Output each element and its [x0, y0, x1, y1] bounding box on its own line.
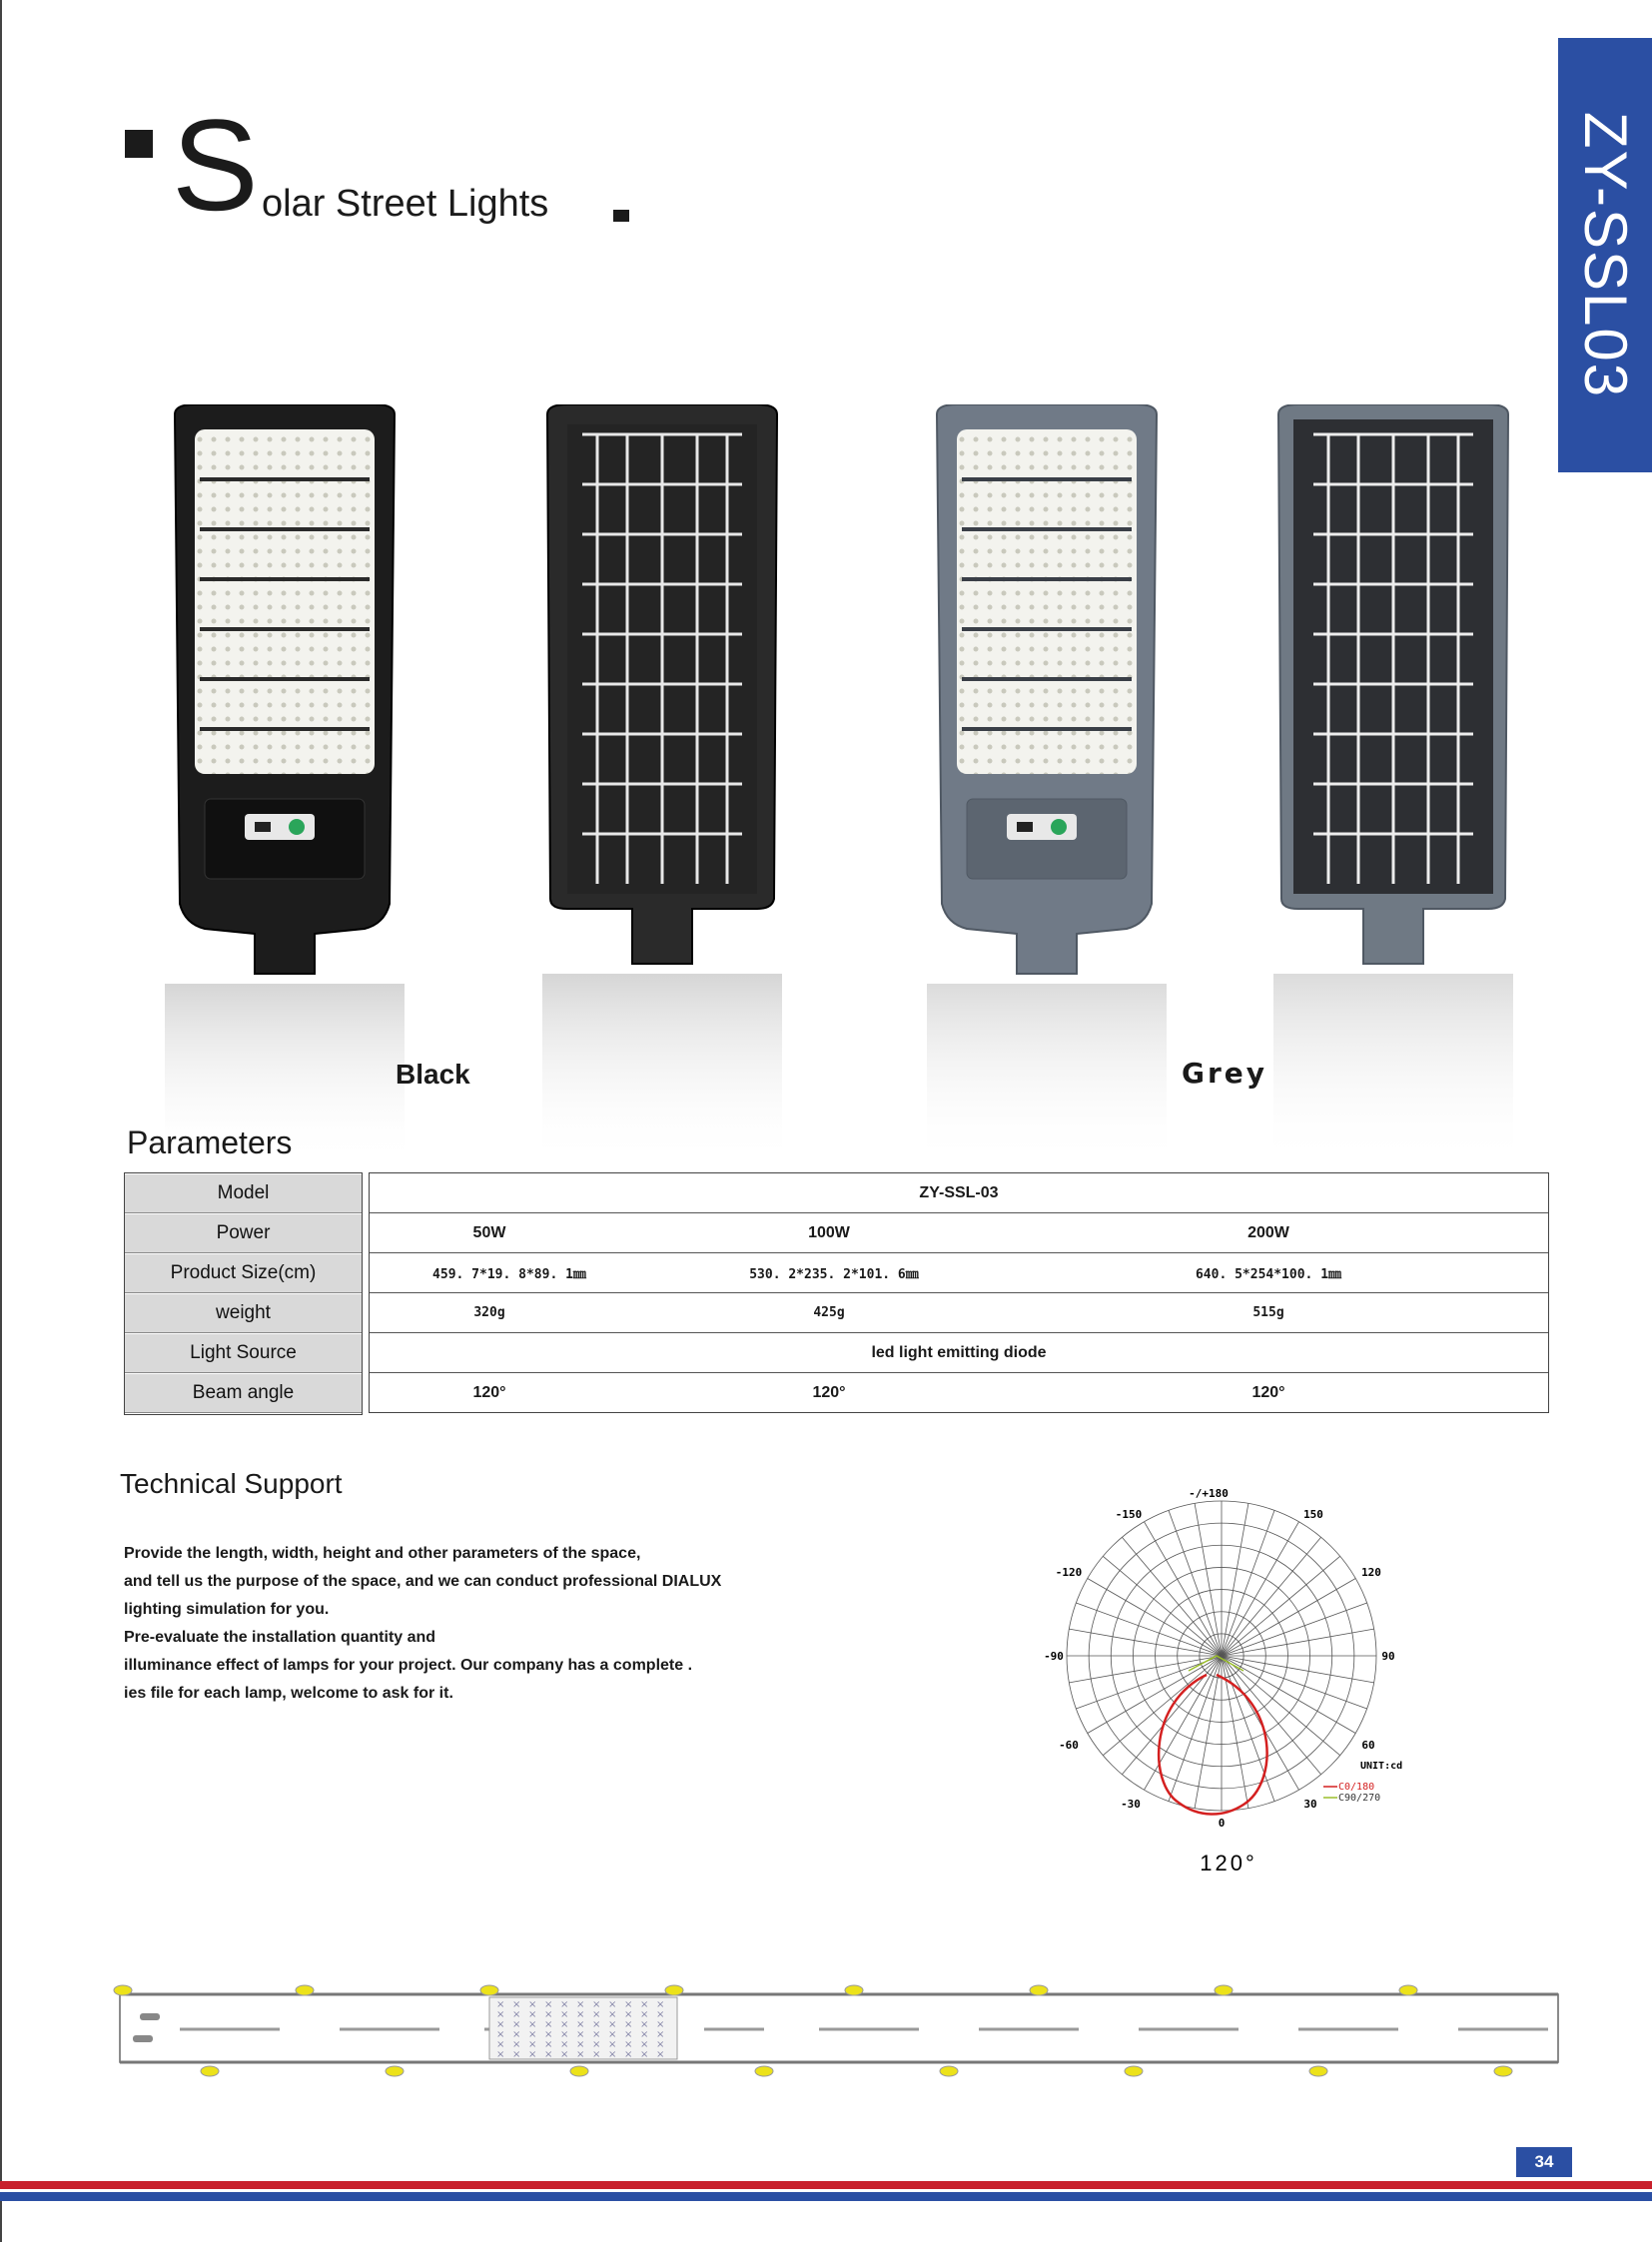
model-tab-text: ZY-SSL03 — [1572, 111, 1640, 399]
beam-angle-caption: 120° — [1200, 1851, 1257, 1875]
page-title: olar Street Lights — [262, 183, 549, 225]
title-square-icon — [125, 130, 153, 158]
calc-point: × — [512, 2009, 521, 2020]
calc-point: × — [656, 2019, 665, 2030]
calc-point: × — [544, 2029, 553, 2040]
calc-point: × — [528, 2009, 537, 2020]
calc-point: × — [608, 2049, 617, 2060]
parameter-values-table — [369, 1172, 1549, 1413]
param-label-model: Model — [125, 1174, 362, 1213]
calc-point: × — [496, 2039, 505, 2050]
calc-point: × — [656, 2049, 665, 2060]
value-beam-3: 120° — [1251, 1383, 1285, 1401]
calc-point: × — [624, 2029, 633, 2040]
tech-line: and tell us the purpose of the space, and we can conduct professional DIALUX — [124, 1573, 722, 1590]
calc-point: × — [656, 2029, 665, 2040]
calc-point: × — [592, 2039, 601, 2050]
angle-label-150: 150 — [1303, 1508, 1323, 1521]
calc-point: × — [608, 2009, 617, 2020]
legend-c90: C90/270 — [1338, 1793, 1381, 1804]
calc-point: × — [560, 2019, 569, 2030]
calc-point: × — [624, 2049, 633, 2060]
calc-point: × — [560, 2009, 569, 2020]
calc-point: × — [528, 1999, 537, 2010]
table-row — [370, 1333, 1548, 1373]
calc-point: × — [576, 2019, 585, 2030]
param-label-size: Product Size(cm) — [125, 1254, 362, 1293]
tech-line: illuminance effect of lamps for your project. Our company has a complete . — [124, 1657, 693, 1674]
legend-c0: C0/180 — [1338, 1782, 1375, 1793]
calc-point: × — [576, 2029, 585, 2040]
calc-point: × — [512, 2029, 521, 2040]
calc-point: × — [544, 2049, 553, 2060]
value-power-3: 200W — [1247, 1223, 1289, 1241]
unit-label: UNIT:cd — [1360, 1761, 1403, 1772]
calc-point: × — [640, 2009, 649, 2020]
param-label-weight: weight — [125, 1294, 362, 1333]
calc-point: × — [576, 1999, 585, 2010]
angle-label-m60: -60 — [1059, 1739, 1079, 1752]
calc-point: × — [624, 2039, 633, 2050]
calc-point: × — [544, 1999, 553, 2010]
calc-point: × — [592, 2029, 601, 2040]
param-label-light-source: Light Source — [125, 1334, 362, 1373]
calc-point: × — [592, 2009, 601, 2020]
calc-point: × — [560, 2029, 569, 2040]
calc-point: × — [640, 1999, 649, 2010]
calc-point: × — [528, 2049, 537, 2060]
calc-point: × — [544, 2009, 553, 2020]
calc-point: × — [528, 2029, 537, 2040]
calc-point: × — [496, 2019, 505, 2030]
value-model: ZY-SSL-03 — [919, 1183, 999, 1201]
calc-point: × — [512, 2019, 521, 2030]
calc-point: × — [592, 2049, 601, 2060]
lamp-black-back-image — [542, 404, 782, 1163]
table-row — [370, 1213, 1548, 1253]
tech-line: Provide the length, width, height and other parameters of the space, — [124, 1545, 641, 1562]
calc-point: × — [608, 2039, 617, 2050]
table-row — [370, 1293, 1548, 1333]
variant-label-black: Black — [396, 1059, 470, 1090]
calc-point: × — [640, 2029, 649, 2040]
lamp-black-front-image — [165, 404, 405, 1163]
angle-label-top: -/+180 — [1189, 1487, 1229, 1500]
angle-label-m30: -30 — [1121, 1798, 1141, 1811]
angle-label-120: 120 — [1361, 1566, 1381, 1579]
variant-label-grey: Grey — [1182, 1057, 1268, 1090]
parameters-title: Parameters — [127, 1124, 293, 1160]
calc-point: × — [640, 2049, 649, 2060]
calc-point: × — [496, 1999, 505, 2010]
calc-point: × — [560, 2039, 569, 2050]
calc-point: × — [576, 2009, 585, 2020]
calc-point: × — [560, 1999, 569, 2010]
calc-point: × — [656, 1999, 665, 2010]
calc-point: × — [592, 1999, 601, 2010]
value-power-1: 50W — [472, 1223, 506, 1241]
calc-point: × — [624, 2019, 633, 2030]
left-border — [0, 0, 2, 2242]
model-tab — [1558, 38, 1652, 472]
page-number: 34 — [1516, 2147, 1572, 2177]
table-row — [370, 1253, 1548, 1293]
tech-line: ies file for each lamp, welcome to ask for it. — [124, 1685, 453, 1702]
value-power-2: 100W — [808, 1223, 850, 1241]
calc-point: × — [496, 2049, 505, 2060]
footer-stripe-blue — [0, 2192, 1652, 2201]
calc-point: × — [528, 2039, 537, 2050]
value-size-2: 530. 2*235. 2*101. 6㎜ — [749, 1267, 919, 1282]
calc-point: × — [496, 2009, 505, 2020]
table-row — [370, 1173, 1548, 1213]
angle-label-m120: -120 — [1055, 1566, 1083, 1579]
title-big-letter: S — [172, 92, 259, 238]
calc-point: × — [608, 1999, 617, 2010]
calc-point: × — [544, 2019, 553, 2030]
road-layout-diagram — [105, 1977, 1563, 2102]
calc-point: × — [576, 2039, 585, 2050]
calc-point: × — [512, 2039, 521, 2050]
polar-diagram — [1039, 1483, 1458, 1887]
tech-line: Pre-evaluate the installation quantity and — [124, 1629, 436, 1646]
calc-point: × — [496, 2029, 505, 2040]
calc-point: × — [640, 2019, 649, 2030]
calc-point: × — [512, 2049, 521, 2060]
calc-point: × — [576, 2049, 585, 2060]
angle-label-m150: -150 — [1115, 1508, 1143, 1521]
angle-label-30: 30 — [1303, 1798, 1317, 1811]
calc-point: × — [656, 2039, 665, 2050]
value-size-1: 459. 7*19. 8*89. 1㎜ — [432, 1267, 586, 1282]
value-weight-1: 320g — [473, 1305, 505, 1320]
polar-grid — [1067, 1501, 1376, 1811]
table-row — [370, 1373, 1548, 1412]
lamp-grey-back-image — [1273, 404, 1513, 1163]
calc-point: × — [512, 1999, 521, 2010]
value-weight-2: 425g — [813, 1305, 845, 1320]
calc-point: × — [608, 2029, 617, 2040]
calc-point: × — [608, 2019, 617, 2030]
calc-point: × — [624, 1999, 633, 2010]
footer-stripe-red — [0, 2181, 1652, 2189]
calc-point: × — [544, 2039, 553, 2050]
technical-support-title: Technical Support — [120, 1468, 343, 1499]
value-beam-2: 120° — [812, 1383, 846, 1401]
calc-point: × — [624, 2009, 633, 2020]
technical-support-text — [124, 1540, 823, 1708]
title-end-square-icon — [613, 210, 629, 222]
value-size-3: 640. 5*254*100. 1㎜ — [1195, 1267, 1342, 1282]
value-beam-1: 120° — [472, 1383, 506, 1401]
value-weight-3: 515g — [1252, 1305, 1284, 1320]
param-label-power: Power — [125, 1214, 362, 1253]
curve-c0-180 — [1159, 1675, 1266, 1815]
calc-point: × — [656, 2009, 665, 2020]
lamp-grey-front-image — [927, 404, 1167, 1163]
tech-line: lighting simulation for you. — [124, 1601, 330, 1618]
calc-point: × — [560, 2049, 569, 2060]
parameter-labels-column — [124, 1172, 363, 1415]
value-light-source: led light emitting diode — [871, 1343, 1047, 1361]
calc-point: × — [592, 2019, 601, 2030]
angle-label-90: 90 — [1381, 1650, 1395, 1663]
calc-point: × — [640, 2039, 649, 2050]
calc-point: × — [528, 2019, 537, 2030]
angle-label-60: 60 — [1361, 1739, 1375, 1752]
param-label-beam-angle: Beam angle — [125, 1374, 362, 1413]
angle-label-0: 0 — [1218, 1817, 1226, 1830]
angle-label-m90: -90 — [1044, 1650, 1064, 1663]
